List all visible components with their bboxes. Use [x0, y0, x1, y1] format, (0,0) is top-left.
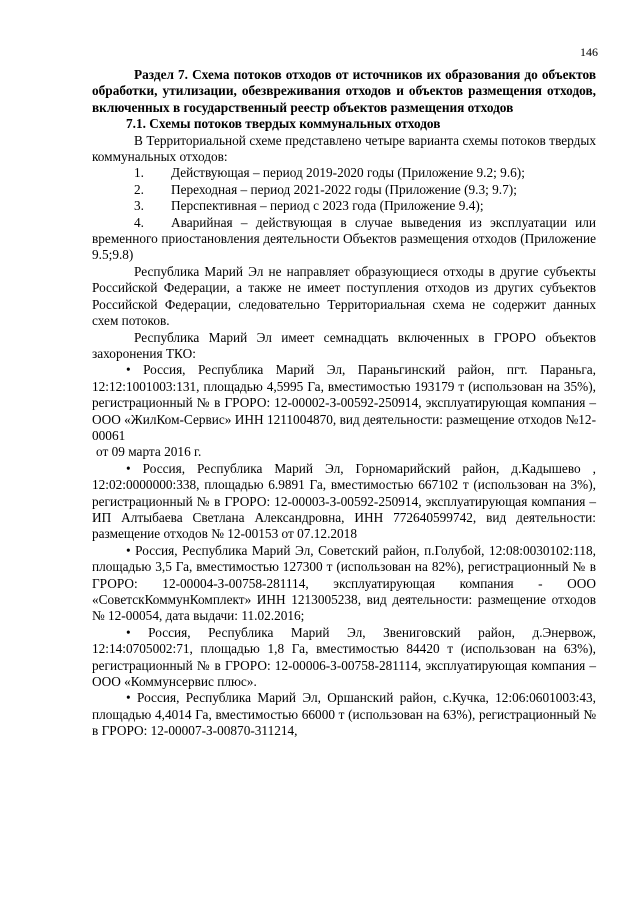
variant-number: 2. [134, 181, 144, 197]
variant-text: Аварийная – действующая в случае выведения из эксплуатации или временного приостановления деятельности Объектов размещения отходов (Приложение 9.5;9.8) [92, 214, 596, 263]
landfill-object-1: • Россия, Республика Марий Эл, Параньгинский район, пгт. Параньга, 12:12:1001003:131, площадью 4,5995 Га, вместимостью 193179 т (использован на 35%), регистрационный № в ГРОРО: 12-00002-З-00592-250914, эксплуатирующая компания – ООО «ЖилКом-Сервис» ИНН 1211004870, вид деятельности: размещение отходов №12-00061 [92, 362, 596, 443]
landfill-object-1-date: от 09 марта 2016 г. [96, 444, 202, 460]
variant-item-1 [92, 165, 596, 181]
variant-number: 4. [134, 214, 144, 230]
objects-intro-paragraph: Республика Марий Эл имеет семнадцать включенных в ГРОРО объектов захоронения ТКО: [92, 329, 596, 361]
variant-text: Перспективная – период с 2023 года (Приложение 9.4); [171, 198, 484, 214]
variant-number: 3. [134, 198, 144, 214]
no-flows-paragraph: Республика Марий Эл не направляет образующиеся отходы в другие субъекты Российской Федерации, а также не имеет поступления отходов из других субъектов Российской Федерации, следовательно Территориальная схема не содержит данных схем потоков. [92, 263, 596, 329]
page-content [92, 67, 596, 740]
variant-item-3 [92, 198, 596, 214]
landfill-object-2: • Россия, Республика Марий Эл, Горномарийский район, д.Кадышево , 12:02:0000000:338, площадью 6.9891 Га, вместимостью 667102 т (использован на 3%), регистрационный № в ГРОРО: 12-00003-З-00592-250914, эксплуатирующая компания – ИП Алтыбаева Светлана Александровна, ИНН 772640599742, вид деятельности: размещение отходов № 12-00153 от 07.12.2018 [92, 460, 596, 542]
intro-paragraph: В Территориальной схеме представлено четыре варианта схемы потоков твердых коммунальных отходов: [92, 132, 596, 165]
variant-number: 1. [134, 165, 144, 181]
page-number: 146 [580, 45, 598, 59]
landfill-object-4: • Россия, Республика Марий Эл, Звениговский район, д.Энервож, 12:14:0705002:71, площадью 1,8 Га, вместимостью 84420 т (использован на 63%), регистрационный № в ГРОРО: 12-00006-З-00758-281114, эксплуатирующая компания – ООО «Коммунсервис плюс». [92, 624, 596, 690]
variant-text: Действующая – период 2019-2020 годы (Приложение 9.2; 9.6); [171, 165, 525, 181]
variant-item-2 [92, 182, 596, 198]
subsection-heading: 7.1. Схемы потоков твердых коммунальных отходов [126, 116, 441, 132]
section-heading: Раздел 7. Схема потоков отходов от источников их образования до объектов обработки, утилизации, обезвреживания отходов и объектов размещения отходов, включенных в государственный реестр объектов размещения отходов [92, 67, 596, 115]
variant-text: Переходная – период 2021-2022 годы (Приложение (9.3; 9.7); [171, 181, 517, 197]
variant-item-4 [92, 215, 596, 264]
landfill-object-5: • Россия, Республика Марий Эл, Оршанский район, с.Кучка, 12:06:0601003:43, площадью 4,4014 Га, вместимостью 66000 т (использован на 63%), регистрационный № в ГРОРО: 12-00007-З-00870-311214, [92, 690, 596, 739]
landfill-object-3: • Россия, Республика Марий Эл, Советский район, п.Голубой, 12:08:0030102:118, площадью 3,5 Га, вместимостью 127300 т (использован на 82%), регистрационный № в ГРОРО: 12-00004-З-00758-281114, эксплуатирующая компания - ООО «СоветскКоммунКомплект» ИНН 1213005238, вид деятельности: размещение отходов № 12-00054, дата выдачи: 11.02.2016; [92, 542, 596, 624]
